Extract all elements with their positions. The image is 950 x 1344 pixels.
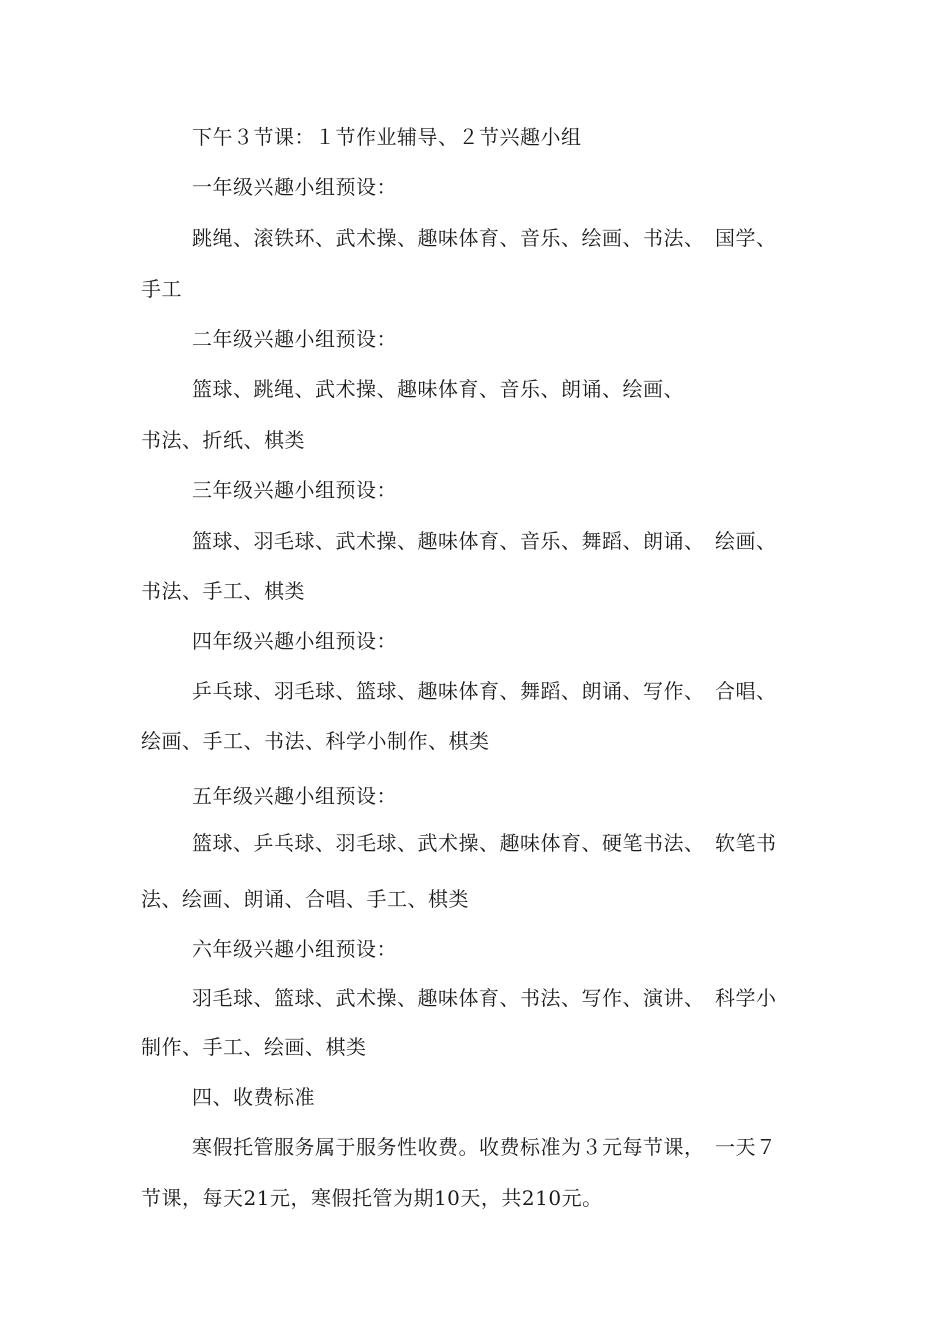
grade2-activities: 篮球、跳绳、武术操、趣味体育、音乐、朗诵、绘画、 <box>192 377 684 401</box>
section-fee-heading: 四、收费标准 <box>192 1085 315 1109</box>
grade2-heading: 二年级兴趣小组预设： <box>192 327 397 351</box>
grade4-heading: 四年级兴趣小组预设： <box>192 629 397 653</box>
fee-paragraph-cont: 节课，每天21元，寒假托管为期10天，共210元。 <box>141 1186 603 1210</box>
grade4-activities: 乒乓球、羽毛球、篮球、趣味体育、舞蹈、朗诵、写作、 合唱、 <box>192 679 777 703</box>
grade5-activities-cont: 法、绘画、朗诵、合唱、手工、棋类 <box>141 887 469 911</box>
grade6-activities-cont: 制作、手工、绘画、棋类 <box>141 1035 367 1059</box>
grade4-activities-cont: 绘画、手工、书法、科学小制作、棋类 <box>141 729 490 753</box>
grade6-activities: 羽毛球、篮球、武术操、趣味体育、书法、写作、演讲、 科学小 <box>192 986 777 1010</box>
grade1-activities-cont: 手工 <box>141 277 182 301</box>
grade6-heading: 六年级兴趣小组预设： <box>192 937 397 961</box>
grade5-activities: 篮球、乒乓球、羽毛球、武术操、趣味体育、硬笔书法、 软笔书 <box>192 831 777 855</box>
grade3-activities: 篮球、羽毛球、武术操、趣味体育、音乐、舞蹈、朗诵、 绘画、 <box>192 529 777 553</box>
fee-paragraph: 寒假托管服务属于服务性收费。收费标准为３元每节课， 一天７ <box>192 1135 777 1159</box>
grade3-heading: 三年级兴趣小组预设： <box>192 478 397 502</box>
grade2-activities-cont: 书法、折纸、棋类 <box>141 428 305 452</box>
schedule-afternoon: 下午３节课：１节作业辅导、２节兴趣小组 <box>192 125 582 149</box>
grade1-activities: 跳绳、滚铁环、武术操、趣味体育、音乐、绘画、书法、 国学、 <box>192 226 777 250</box>
grade3-activities-cont: 书法、手工、棋类 <box>141 579 305 603</box>
grade1-heading: 一年级兴趣小组预设： <box>192 175 397 199</box>
grade5-heading: 五年级兴趣小组预设： <box>192 784 397 808</box>
